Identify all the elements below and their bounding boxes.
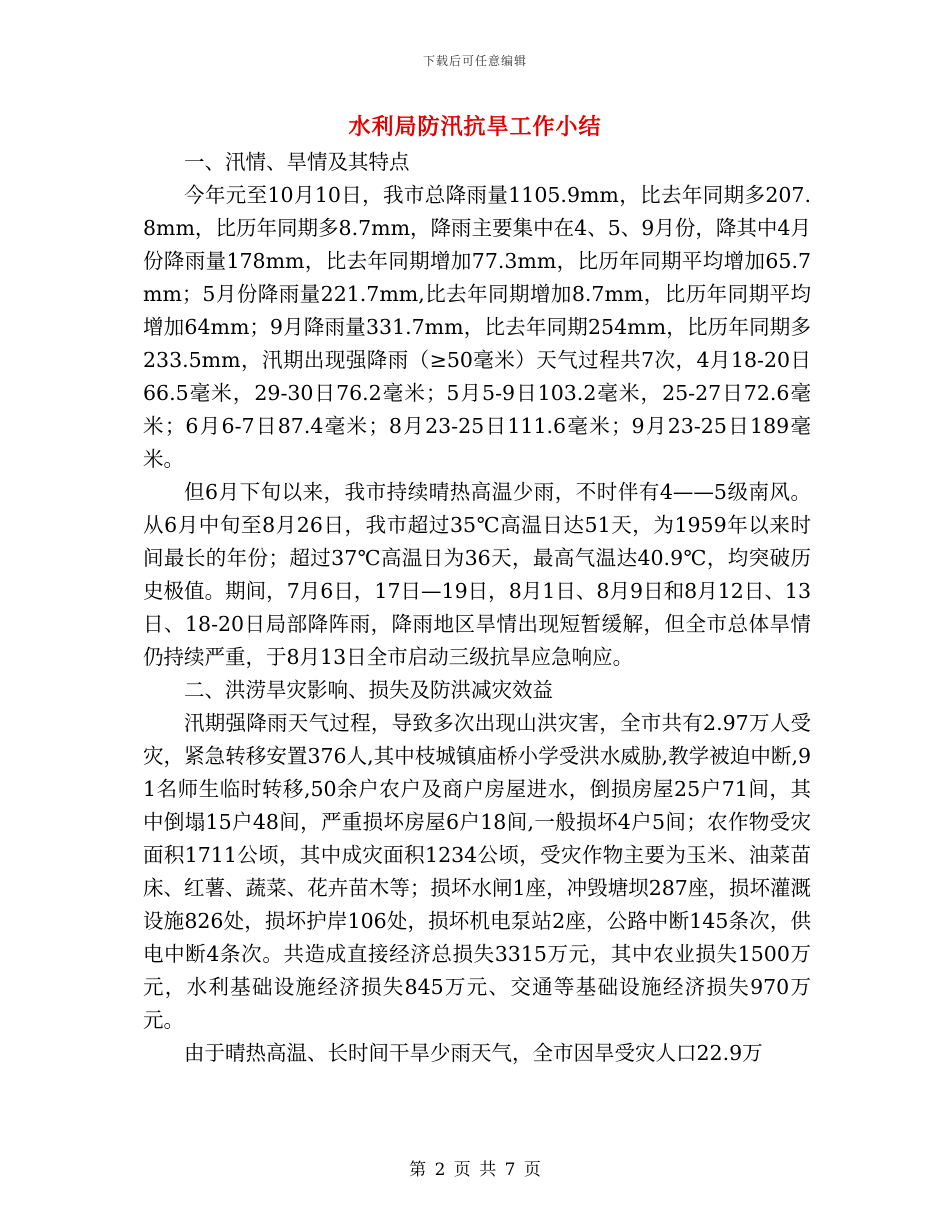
document-title: 水利局防汛抗旱工作小结 [348,114,602,140]
document-body [143,146,811,1070]
paragraph-drought: 但6月下旬以来，我市持续晴热高温少雨，不时伴有4——5级南风。从6月中旬至8月26日，我市超过35℃高温日达51天，为1959年以来时间最长的年份；超过37℃高温日为36天，最高气温达40.9℃，均突破历史极值。期间，7月6日，17日—19日，8月1日、8月9日和8月12日、13日、18-20日局部降阵雨，降雨地区旱情出现短暂缓解，但全市总体旱情仍持续严重，于8月13日全市启动三级抗旱应急响应。 [143,480,811,669]
section-heading-1: 一、汛情、旱情及其特点 [184,150,410,174]
page-header-note: 下载后可任意编辑 [422,54,527,68]
page-footer-number: 第 2 页 共 7 页 [409,1160,541,1180]
paragraph-rainfall: 今年元至10月10日，我市总降雨量1105.9mm，比去年同期多207.8mm，比历年同期多8.7mm，降雨主要集中在4、5、9月份，降其中4月份降雨量178mm，比去年同期增加77.3mm，比历年同期平均增加65.7mm；5月份降雨量221.7mm,比去年同期增加8.7mm，比历年同期平均增加64mm；9月降雨量331.7mm，比去年同期254mm，比历年同期多233.5mm，汛期出现强降雨（≥50毫米）天气过程共7次，4月18-20日66.5毫米，29-30日76.2毫米；5月5-9日103.2毫米，25-27日72.6毫米；6月6-7日87.4毫米；8月23-25日111.6毫米；9月23-25日189毫米。 [143,183,811,471]
paragraph-drought-impact: 由于晴热高温、长时间干旱少雨天气，全市因旱受灾人口22.9万 [184,1041,763,1065]
paragraph-flood-losses: 汛期强降雨天气过程，导致多次出现山洪灾害，全市共有2.97万人受灾，紧急转移安置376人,其中枝城镇庙桥小学受洪水威胁,教学被迫中断,91名师生临时转移,50余户农户及商户房屋进水，倒损房屋25户71间，其中倒塌15户48间，严重损坏房屋6户18间,一般损坏4户5间；农作物受灾面积1711公顷，其中成灾面积1234公顷，受灾作物主要为玉米、油菜苗床、红薯、蔬菜、花卉苗木等；损坏水闸1座，冲毁塘坝287座，损坏灌溉设施826处，损坏护岸106处，损坏机电泵站2座，公路中断145条次，供电中断4条次。共造成直接经济总损失3315万元，其中农业损失1500万元，水利基础设施经济损失845万元、交通等基础设施经济损失970万元。 [143,711,811,1032]
section-heading-2: 二、洪涝旱灾影响、损失及防洪减灾效益 [184,678,553,702]
